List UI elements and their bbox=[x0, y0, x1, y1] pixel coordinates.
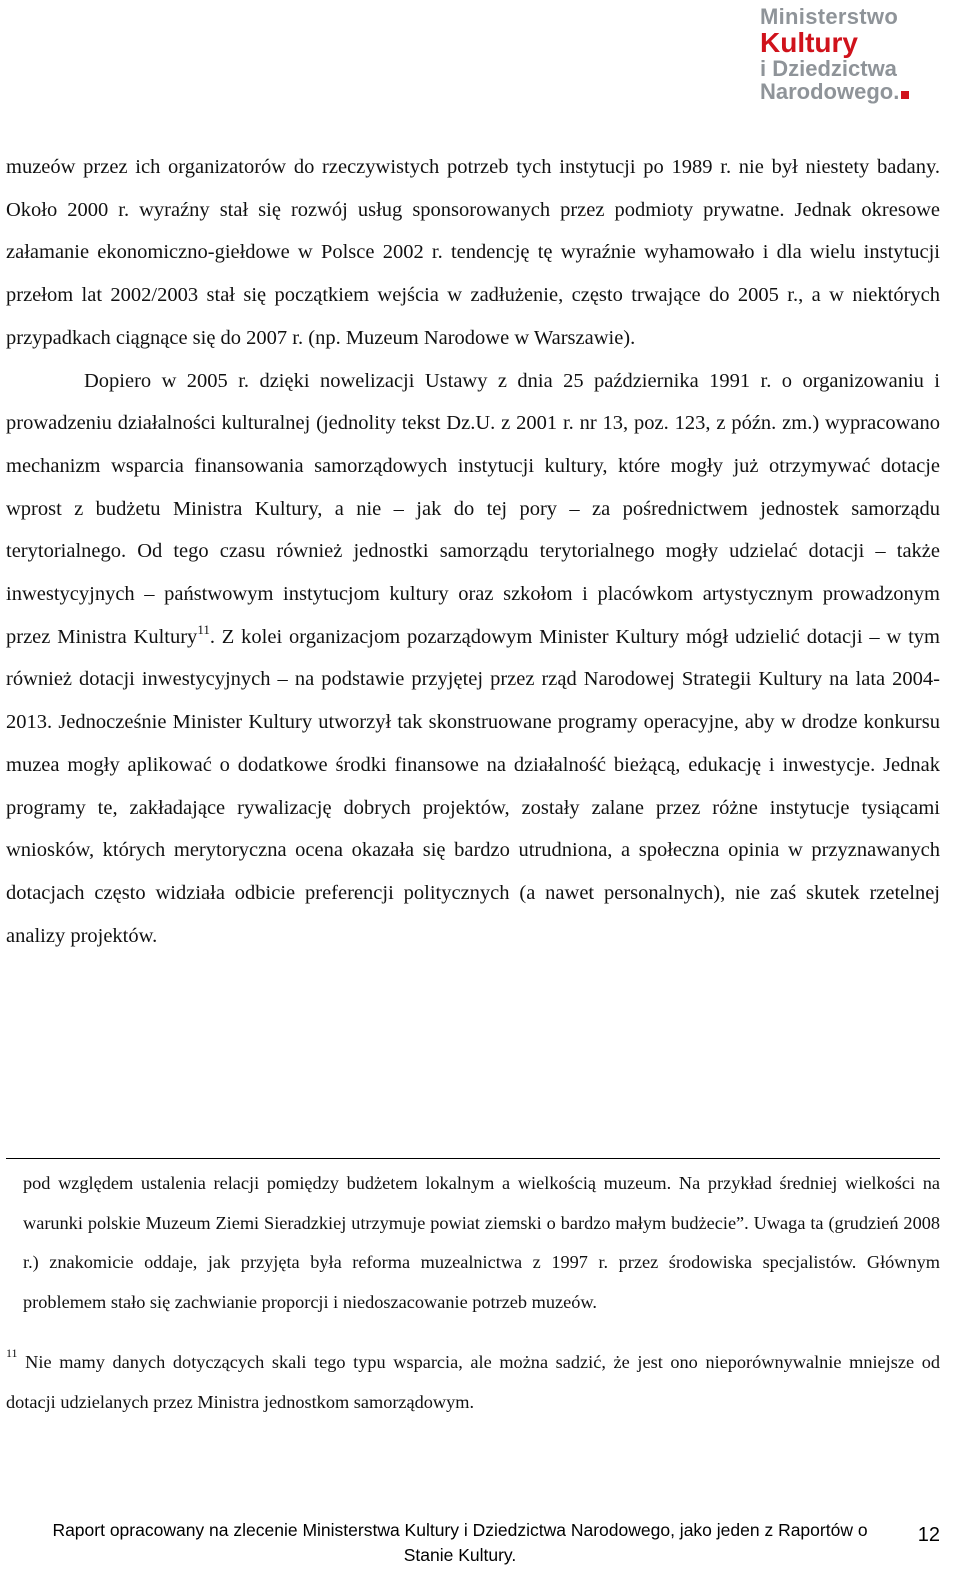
logo-line-kultury: Kultury bbox=[760, 27, 858, 58]
footnote-11-number: 11 bbox=[6, 1346, 18, 1360]
footnotes bbox=[6, 1164, 940, 1422]
logo-line-ministerstwo: Ministerstwo bbox=[760, 4, 899, 29]
paragraph-2 bbox=[6, 360, 940, 958]
footnote-reference-11: 11 bbox=[197, 621, 210, 637]
logo-line-narodowego-text: Narodowego. bbox=[760, 79, 900, 104]
logo-red-square-icon bbox=[901, 91, 909, 99]
logo-line-dziedzictwa: i Dziedzictwa bbox=[760, 56, 897, 81]
paragraph-2-part-1: Dopiero w 2005 r. dzięki nowelizacji Ustawy z dnia 25 października 1991 r. o organizowaniu i prowadzeniu działalności kulturalnej (jednolity tekst Dz.U. z 2001 r. nr 13, poz. 123, z późn. zm.) wypracowano mechanizm wsparcia finansowania samorządowych instytucji kultury, które mogły już otrzymywać dotacje wprost z budżetu Ministra Kultury, a nie – jak do tej pory – za pośrednictwem jednostek samorządu terytorialnego. Od tego czasu również jednostki samorządu terytorialnego mogły udzielać dotacji – także inwestycyjnych – państwowym instytucjom kultury oraz szkołom i placówkom artystycznym prowadzonym przez Ministra Kultury bbox=[6, 369, 940, 648]
paragraph-1: muzeów przez ich organizatorów do rzeczywistych potrzeb tych instytucji po 1989 r. nie był niestety badany. Około 2000 r. wyraźny stał się rozwój usług sponsorowanych przez podmioty prywatne. Jednak okresowe załamanie ekonomiczno-giełdowe w Polsce 2002 r. tendencję tę wyraźnie wyhamowało i dla wielu instytucji przełom lat 2002/2003 stał się początkiem wejścia w zadłużenie, często trwające do 2005 r., a w niektórych przypadkach ciągnące się do 2007 r. (np. Muzeum Narodowe w Warszawie). bbox=[6, 156, 940, 349]
page-footer: Raport opracowany na zlecenie Ministerstwa Kultury i Dziedzictwa Narodowego, jako jeden z Raportów o Stanie Kultury. bbox=[52, 1520, 868, 1565]
footnote-separator bbox=[6, 1158, 940, 1159]
main-text bbox=[6, 146, 940, 957]
paragraph-2-part-2: . Z kolei organizacjom pozarządowym Minister Kultury mógł udzielić dotacji – w tym również dotacji inwestycyjnych – na podstawie przyjętej przez rząd Narodowej Strategii Kultury na lata 2004-2013. Jednocześnie Minister Kultury utworzył tak skonstruowane programy operacyjne, aby w drodze konkursu muzea mogły aplikować o dodatkowe środki finansowe na działalność bieżącą, edukację i inwestycje. Jednak programy te, zakładające rywalizację dobrych projektów, zostały zalane przez różne instytucje tysiącami wniosków, których merytoryczna ocena okazała się bardzo utrudniona, a społeczna opinia w przyznawanych dotacjach często widziała odbicie preferencji politycznych (a nawet personalnych), nie zaś skutek rzetelnej analizy projektów. bbox=[6, 625, 940, 947]
footnote-11 bbox=[6, 1343, 940, 1422]
logo-line-narodowego bbox=[760, 81, 940, 103]
footnote-11-text: Nie mamy danych dotyczących skali tego typu wsparcia, ale można sadzić, że jest ono nieporównywalnie mniejsze od dotacji udzielanych przez Ministra jednostkom samorządowym. bbox=[6, 1352, 940, 1412]
page-number: 12 bbox=[917, 1524, 940, 1546]
footnote-continuation: pod względem ustalenia relacji pomiędzy budżetem lokalnym a wielkością muzeum. Na przykład średniej wielkości na warunki polskie Muzeum Ziemi Sieradzkiej utrzymuje powiat ziemski o bardzo małym budżecie”. Uwaga ta (grudzień 2008 r.) znakomicie oddaje, jak przyjęta była reforma muzealnictwa z 1997 r. przez środowiska specjalistów. Głównym problemem stało się zachwianie proporcji i niedoszacowanie potrzeb muzeów. bbox=[23, 1173, 940, 1312]
ministry-logo bbox=[760, 6, 940, 103]
